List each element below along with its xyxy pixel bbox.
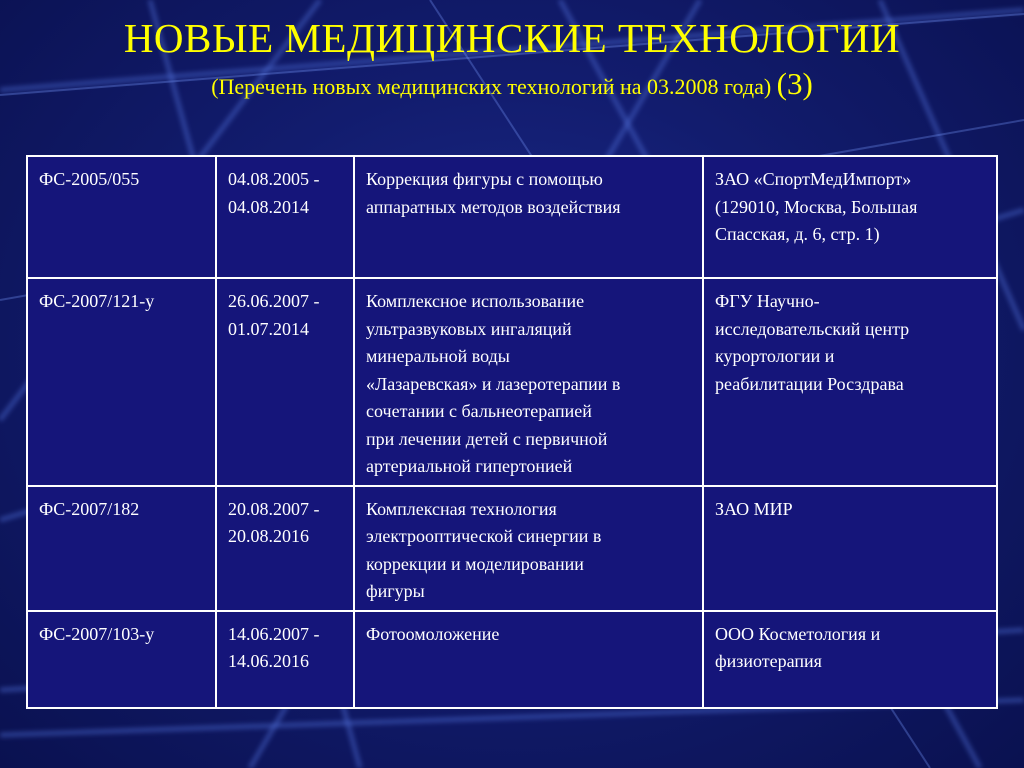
slide-subtitle: (Перечень новых медицинских технологий на 03.2008 года) bbox=[211, 74, 772, 99]
description-line: Коррекция фигуры с помощью bbox=[366, 169, 603, 189]
description-line: при лечении детей с первичной bbox=[366, 428, 608, 449]
code-cell bbox=[27, 486, 216, 611]
description-line: Комплексная технология bbox=[366, 498, 557, 519]
description-cell bbox=[354, 278, 703, 486]
description-cell bbox=[354, 156, 703, 278]
date-start: 04.08.2005 - bbox=[228, 169, 320, 189]
dates-cell bbox=[216, 278, 354, 486]
code: ФС-2005/055 bbox=[39, 169, 140, 189]
organization-line: исследовательский центр bbox=[715, 318, 910, 339]
description-line: ультразвуковых ингаляций bbox=[366, 318, 572, 339]
table-row bbox=[27, 278, 997, 486]
date-end: 01.07.2014 bbox=[228, 318, 309, 339]
table-row bbox=[27, 156, 997, 278]
organization-line: физиотерапия bbox=[715, 651, 822, 671]
dates-cell bbox=[216, 611, 354, 709]
code: ФС-2007/182 bbox=[39, 498, 140, 519]
organization-line: ООО Косметология и bbox=[715, 623, 881, 644]
dates-cell bbox=[216, 486, 354, 611]
description-line: артериальной гипертонией bbox=[366, 456, 573, 476]
code: ФС-2007/121-у bbox=[39, 291, 155, 311]
slide-subtitle-line bbox=[0, 64, 1024, 107]
description-cell bbox=[354, 486, 703, 611]
date-start: 26.06.2007 - bbox=[228, 291, 320, 311]
organization-line: (129010, Москва, Большая bbox=[715, 196, 918, 217]
slide-number: (3) bbox=[776, 66, 813, 101]
technologies-table bbox=[26, 155, 998, 709]
organization-cell bbox=[703, 486, 997, 611]
date-end: 20.08.2016 bbox=[228, 526, 309, 546]
organization-line: Спасская, д. 6, стр. 1) bbox=[715, 224, 880, 244]
date-end: 14.06.2016 bbox=[228, 651, 309, 671]
organization-cell bbox=[703, 611, 997, 709]
description-line: электрооптической синергии в bbox=[366, 526, 602, 546]
description-line: аппаратных методов воздействия bbox=[366, 196, 621, 217]
description-line: минеральной воды bbox=[366, 346, 510, 366]
description-cell bbox=[354, 611, 703, 709]
description-line: «Лазаревская» и лазеротерапии в bbox=[366, 373, 621, 394]
organization-cell bbox=[703, 156, 997, 278]
code-cell bbox=[27, 156, 216, 278]
organization-line: ЗАО «СпортМедИмпорт» bbox=[715, 169, 912, 189]
table-row bbox=[27, 486, 997, 611]
description-line: Фотоомоложение bbox=[366, 623, 500, 644]
code: ФС-2007/103-у bbox=[39, 623, 155, 644]
organization-line: курортологии и bbox=[715, 346, 835, 366]
title-block bbox=[0, 12, 1024, 107]
dates-cell bbox=[216, 156, 354, 278]
date-start: 20.08.2007 - bbox=[228, 498, 320, 519]
slide-title: НОВЫЕ МЕДИЦИНСКИЕ ТЕХНОЛОГИИ bbox=[123, 15, 901, 61]
description-line: фигуры bbox=[366, 581, 425, 601]
code-cell bbox=[27, 611, 216, 709]
organization-line: реабилитации Росздрава bbox=[715, 373, 904, 394]
code-cell bbox=[27, 278, 216, 486]
description-line: Комплексное использование bbox=[366, 291, 585, 311]
organization-line: ЗАО МИР bbox=[715, 498, 793, 519]
description-line: коррекции и моделировании bbox=[366, 553, 584, 574]
table-row bbox=[27, 611, 997, 709]
description-line: сочетании с бальнеотерапией bbox=[366, 401, 592, 421]
organization-cell bbox=[703, 278, 997, 486]
date-end: 04.08.2014 bbox=[228, 196, 309, 217]
organization-line: ФГУ Научно- bbox=[715, 291, 820, 311]
date-start: 14.06.2007 - bbox=[228, 623, 320, 644]
